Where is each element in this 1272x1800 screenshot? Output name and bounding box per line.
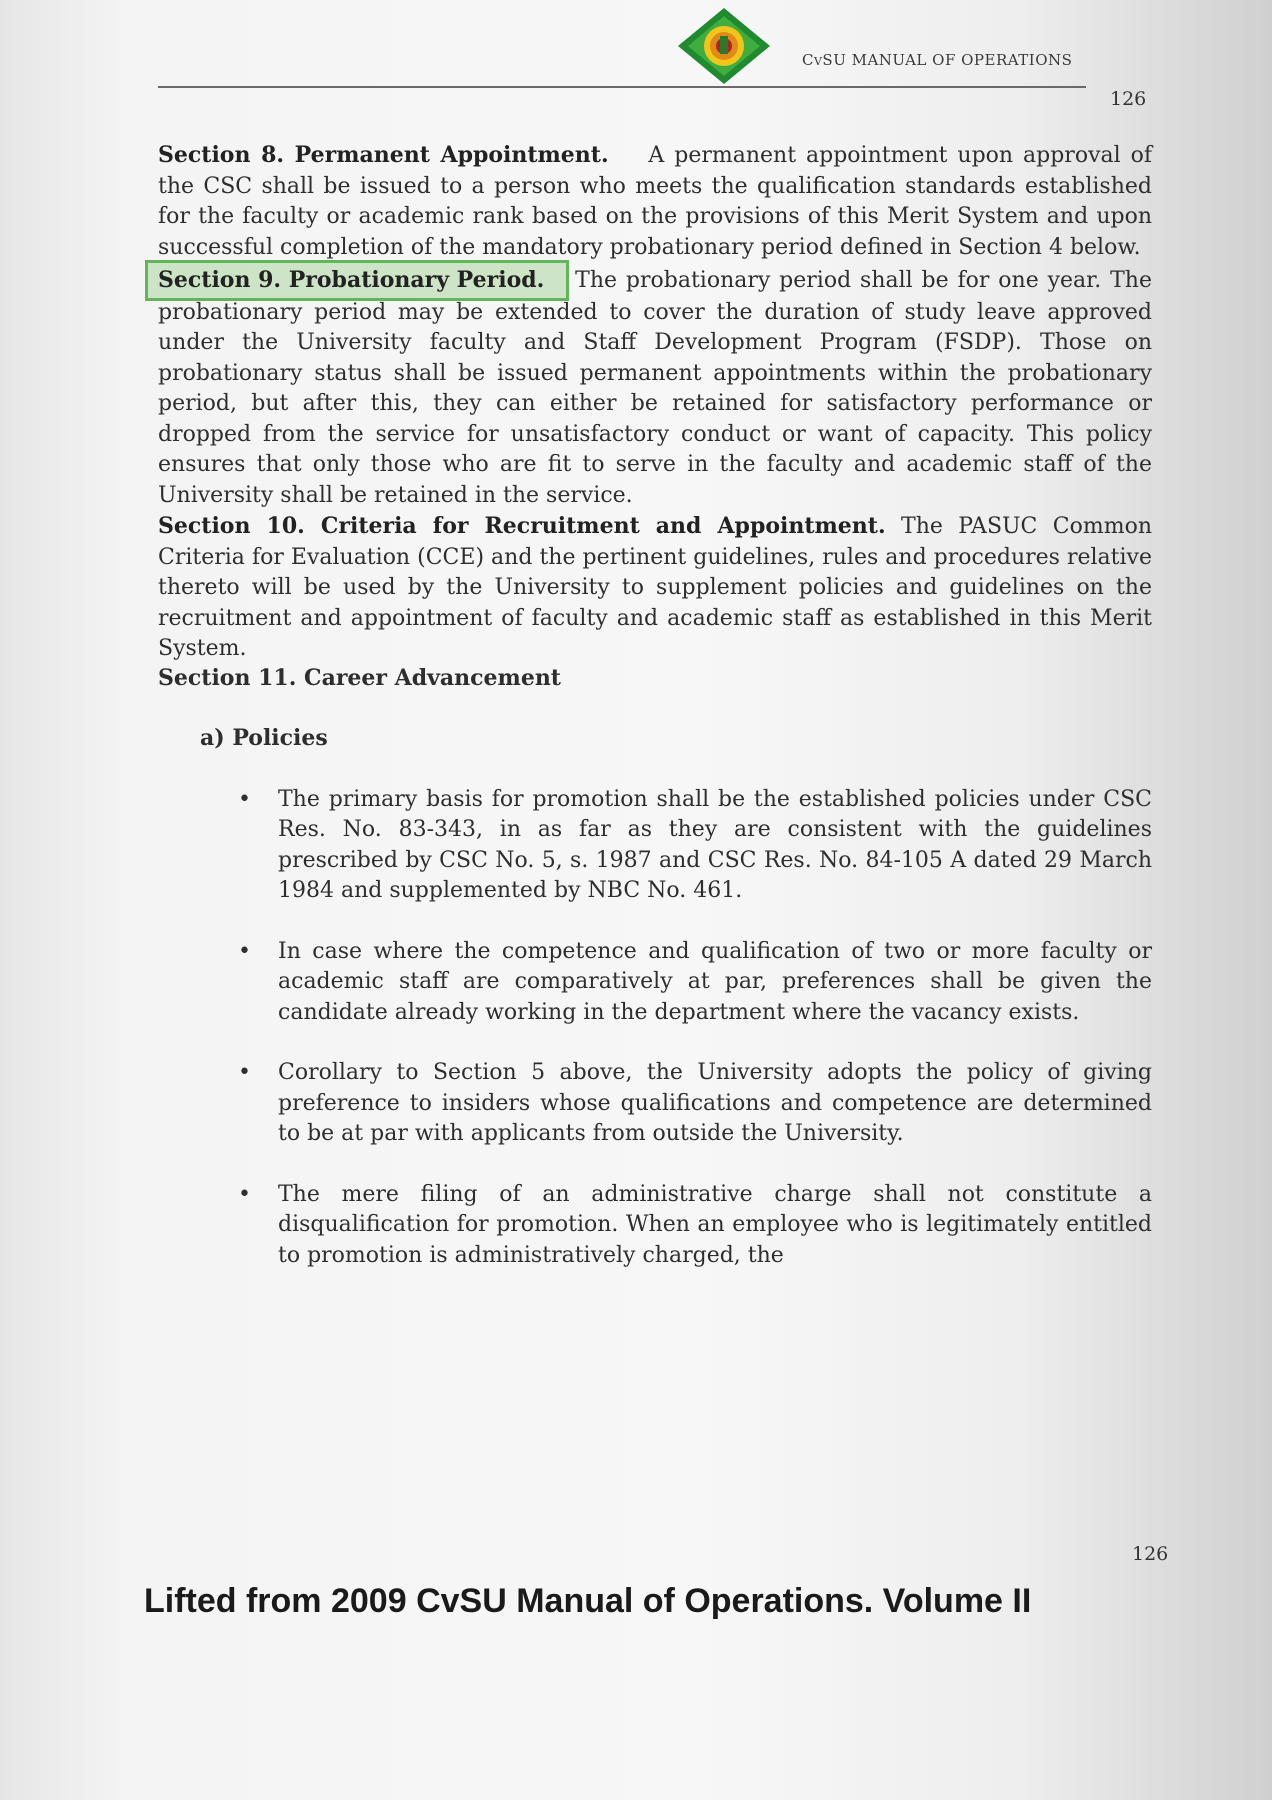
footer-caption: Lifted from 2009 CvSU Manual of Operations. Volume II: [144, 1582, 1032, 1620]
section-10-body: The PASUC Common Criteria for Evaluation (CCE) and the pertinent guidelines, rules and procedures relative thereto will be used by the University to supplement policies and guidelines on the recruitment and appointment of faculty and academic staff as established in this Merit System.: [158, 514, 1152, 661]
section-9-heading-highlight: Section 9. Probationary Period.: [148, 263, 566, 298]
policies-list: [158, 785, 1152, 1272]
list-item: • The primary basis for promotion shall be the established policies under CSC Res. No. 83-343, in as far as they are consistent with the guidelines prescribed by CSC No. 5, s. 1987 and CSC Res. No. 84-105 A dated 29 March 1984 and supplemented by NBC No. 461.: [278, 785, 1152, 907]
section-10: [158, 511, 1152, 665]
cvsu-seal-logo: [676, 6, 772, 86]
header-page-number: 126: [1110, 88, 1147, 110]
section-8: [158, 140, 1152, 263]
list-item: • The mere filing of an administrative charge shall not constitute a disqualification for promotion. When an employee who is legitimately entitled to promotion is administratively charged, the: [278, 1180, 1152, 1272]
footer-page-number: 126: [1132, 1543, 1169, 1565]
section-8-body: A permanent appointment upon approval of the CSC shall be issued to a person who meets the qualification standards established for the faculty or academic rank based on the provisions of this Merit System and upon successful completion of the mandatory probationary period defined in Section 4 below.: [158, 143, 1152, 260]
section-9-body: The probationary period shall be for one year. The probationary period may be extended to cover the duration of study leave approved under the University faculty and Staff Development Program (FSDP). Those on probationary status shall be issued permanent appointments within the probationary period, but after this, they can either be retained for satisfactory performance or dropped from the service for unsatisfactory conduct or want of capacity. This policy ensures that only those who are fit to serve in the faculty and academic staff of the University shall be retained in the service.: [158, 268, 1152, 508]
document-body: [158, 140, 1152, 1301]
section-10-heading: Section 10. Criteria for Recruitment and Appointment.: [158, 513, 886, 539]
list-item: • In case where the competence and qualification of two or more faculty or academic staff are comparatively at par, preferences shall be given the candidate already working in the department where the vacancy exists.: [278, 937, 1152, 1029]
policies-subheading: a) Policies: [200, 724, 328, 751]
section-11-heading: Section 11. Career Advancement: [158, 664, 561, 691]
list-item: • Corollary to Section 5 above, the University adopts the policy of giving preference to insiders whose qualifications and competence are determined to be at par with applicants from outside the University.: [278, 1058, 1152, 1150]
section-9: [158, 263, 1152, 511]
header-divider: [158, 86, 1086, 88]
header-title: CvSU MANUAL OF OPERATIONS: [802, 51, 1073, 69]
section-8-heading: Section 8. Permanent Appointment.: [158, 142, 609, 168]
